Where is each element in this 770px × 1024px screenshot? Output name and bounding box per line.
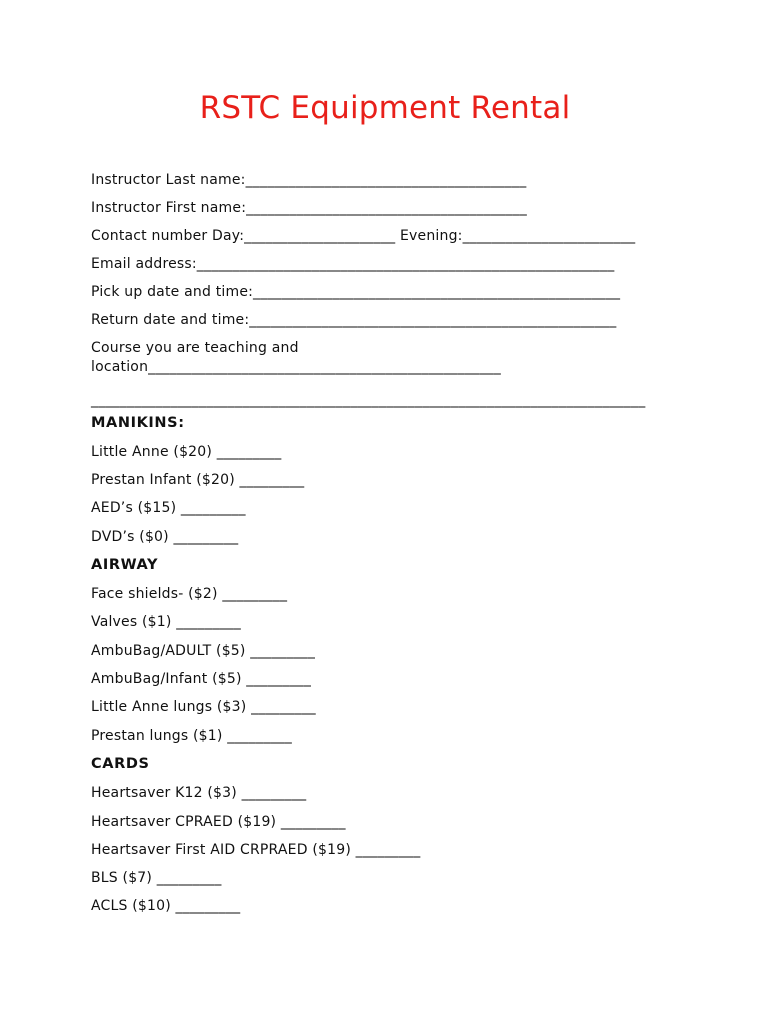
cards-heading: CARDS	[91, 756, 150, 772]
last-name-field[interactable]: Instructor Last name:_______________________________________	[91, 172, 527, 188]
list-item[interactable]: Valves ($1) _________	[91, 614, 241, 630]
airway-heading: AIRWAY	[91, 557, 159, 573]
course-label: Course you are teaching and	[91, 340, 299, 356]
pickup-date-field[interactable]: Pick up date and time:___________________________________________________	[91, 284, 621, 300]
contact-number-field[interactable]: Contact number Day:_____________________ Evening:________________________	[91, 228, 636, 244]
list-item[interactable]: BLS ($7) _________	[91, 870, 222, 886]
list-item[interactable]: Little Anne ($20) _________	[91, 444, 282, 460]
list-item[interactable]: Prestan lungs ($1) _________	[91, 728, 292, 744]
list-item[interactable]: AmbuBag/ADULT ($5) _________	[91, 643, 316, 659]
list-item[interactable]: DVD’s ($0) _________	[91, 529, 239, 545]
list-item[interactable]: Prestan Infant ($20) _________	[91, 472, 305, 488]
manikins-heading: MANIKINS:	[91, 415, 185, 431]
email-field[interactable]: Email address:__________________________________________________________	[91, 256, 615, 272]
divider-line: _____________________________________________________________________________	[91, 392, 646, 408]
list-item[interactable]: Little Anne lungs ($3) _________	[91, 699, 316, 715]
course-location-field[interactable]: location_________________________________________________	[91, 359, 501, 375]
page-title: RSTC Equipment Rental	[199, 90, 571, 126]
list-item[interactable]: Face shields- ($2) _________	[91, 586, 288, 602]
list-item[interactable]: Heartsaver First AID CRPRAED ($19) _________	[91, 842, 421, 858]
list-item[interactable]: Heartsaver K12 ($3) _________	[91, 785, 307, 801]
list-item[interactable]: AED’s ($15) _________	[91, 500, 246, 516]
list-item[interactable]: ACLS ($10) _________	[91, 898, 241, 914]
return-date-field[interactable]: Return date and time:___________________________________________________	[91, 312, 617, 328]
list-item[interactable]: Heartsaver CPRAED ($19) _________	[91, 814, 346, 830]
list-item[interactable]: AmbuBag/Infant ($5) _________	[91, 671, 312, 687]
first-name-field[interactable]: Instructor First name:_______________________________________	[91, 200, 527, 216]
